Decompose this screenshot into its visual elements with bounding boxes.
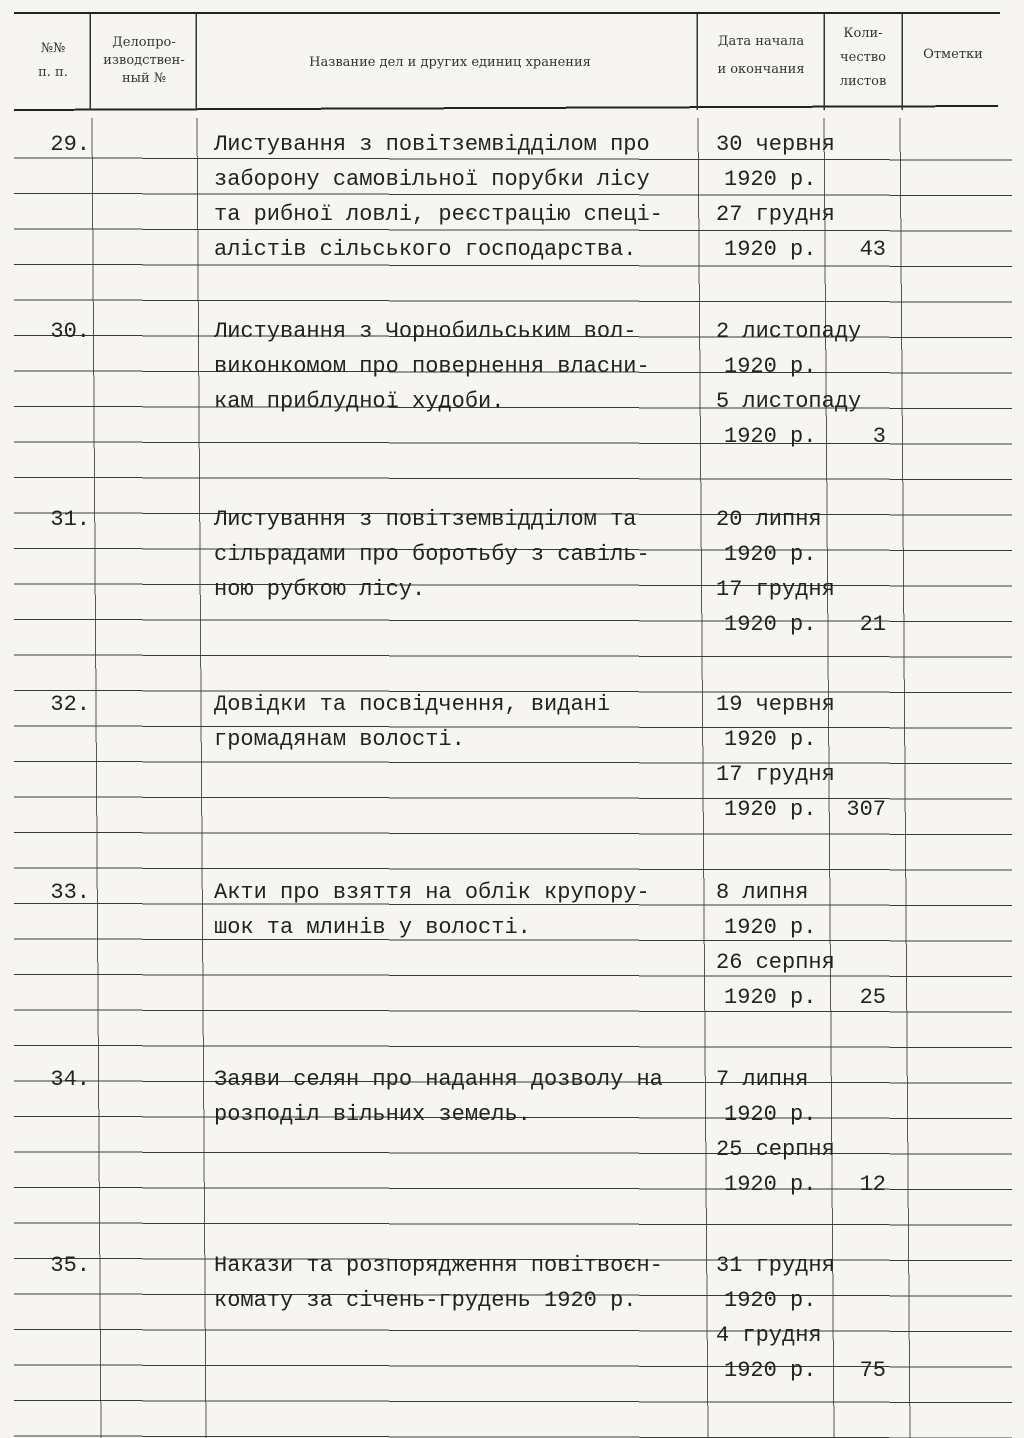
header-office-line3: ный № — [121, 71, 167, 86]
row-sheet-count: 43 — [859, 237, 886, 262]
ruled-line — [14, 1046, 1012, 1048]
row-date-line: 25 серпня — [716, 1137, 835, 1162]
header-dates-line2: и окончания — [717, 62, 805, 77]
header-sheets-line1: Коли- — [843, 26, 883, 41]
row-date-line: 1920 р. — [724, 1172, 817, 1197]
ruled-line — [14, 655, 1012, 657]
row-date-line: 1920 р. — [724, 612, 817, 637]
header-number-cell — [20, 40, 86, 82]
row-number: 35. — [50, 1253, 90, 1278]
row-date-line: 1920 р. — [724, 1358, 817, 1383]
ruled-line — [14, 407, 1012, 409]
row-number: 31. — [50, 507, 90, 532]
ruled-line — [14, 833, 1012, 835]
ruled-line — [14, 1401, 1012, 1403]
row-date-line: 7 липня — [716, 1067, 809, 1092]
row-title-line: громадянам волості. — [214, 727, 465, 752]
header-number-symbol: №№ — [40, 41, 66, 56]
row-title-line: Накази та розпорядження повітвоєн- — [214, 1253, 663, 1278]
header-office-cell — [94, 34, 194, 88]
header-sheets-line3: листов — [839, 74, 887, 89]
ruled-line — [14, 478, 1012, 480]
row-date-line: 1920 р. — [724, 354, 817, 379]
row-date-line: 26 серпня — [716, 950, 835, 975]
row-date-line: 4 грудня — [716, 1323, 822, 1348]
header-sheets-cell — [826, 25, 900, 91]
row-sheet-count: 25 — [859, 985, 886, 1010]
header-sheets-line2: чество — [840, 50, 886, 65]
row-number: 32. — [50, 692, 90, 717]
row-title-line: Акти про взяття на облік крупору- — [214, 880, 650, 905]
row-title-line: Листування з повітземвідділом про — [214, 132, 650, 157]
row-date-line: 5 листопаду — [716, 389, 862, 414]
row-date-line: 2 листопаду — [716, 319, 862, 344]
row-date-line: 1920 р. — [724, 797, 817, 822]
row-date-line: 1920 р. — [724, 1102, 817, 1127]
header-office-line2: изводствен- — [103, 53, 185, 68]
row-title-line: заборону самовільної порубки лісу — [214, 167, 650, 192]
header-title-cell: Название дел и других единиц хранения — [309, 55, 591, 70]
row-date-line: 1920 р. — [724, 985, 817, 1010]
row-number: 34. — [50, 1067, 90, 1092]
row-title-line: та рибної ловлі, реєстрацію спеці- — [214, 202, 663, 227]
header-dates-cell — [700, 33, 822, 79]
row-date-line: 19 червня — [716, 692, 835, 717]
row-title-line: розподіл вільних земель. — [214, 1102, 531, 1127]
row-number: 29. — [50, 132, 90, 157]
header-notes-cell: Отметки — [923, 47, 983, 62]
ruled-line — [14, 975, 1012, 977]
ruled-line — [14, 1152, 1012, 1154]
row-date-line: 1920 р. — [724, 237, 817, 262]
ruled-line — [14, 300, 1012, 302]
row-date-line: 30 червня — [716, 132, 835, 157]
ruled-line — [14, 726, 1012, 728]
row-date-line: 1920 р. — [724, 542, 817, 567]
row-date-line: 17 грудня — [716, 762, 835, 787]
row-title-line: ною рубкою лісу. — [214, 577, 426, 602]
row-title-line: алістів сільського господарства. — [214, 237, 637, 262]
row-date-line: 1920 р. — [724, 424, 817, 449]
ruled-line — [14, 1330, 1012, 1332]
header-dates-line1: Дата начала — [717, 34, 805, 49]
row-sheet-count: 75 — [859, 1358, 886, 1383]
row-date-line: 1920 р. — [724, 1288, 817, 1313]
ruled-line — [14, 762, 1012, 764]
row-title-line: кам приблудної худоби. — [214, 389, 505, 414]
row-sheet-count: 12 — [859, 1172, 886, 1197]
row-sheet-count: 3 — [872, 424, 886, 449]
row-date-line: 1920 р. — [724, 167, 817, 192]
row-title-line: сільрадами про боротьбу з савіль- — [214, 542, 650, 567]
row-sheet-count: 21 — [859, 612, 886, 637]
row-sheet-count: 307 — [846, 797, 886, 822]
row-title-line: Заяви селян про надання дозволу на — [214, 1067, 663, 1092]
row-date-line: 27 грудня — [716, 202, 835, 227]
row-title-line: шок та млинів у волості. — [214, 915, 531, 940]
row-date-line: 20 липня — [716, 507, 822, 532]
ruled-line — [14, 868, 1012, 870]
ruled-line — [14, 442, 1012, 444]
row-date-line: 17 грудня — [716, 577, 835, 602]
row-number: 30. — [50, 319, 90, 344]
row-number: 33. — [50, 880, 90, 905]
header-office-line1: Делопро- — [112, 35, 176, 50]
row-date-line: 8 липня — [716, 880, 809, 905]
row-title-line: Довідки та посвідчення, видані — [214, 692, 611, 717]
ruled-line — [14, 584, 1012, 586]
row-date-line: 1920 р. — [724, 727, 817, 752]
row-date-line: 1920 р. — [724, 915, 817, 940]
row-title-line: комату за січень-грудень 1920 р. — [214, 1288, 637, 1313]
header-number-abbr: п. п. — [38, 65, 68, 80]
row-date-line: 31 грудня — [716, 1253, 835, 1278]
ruled-line — [14, 1223, 1012, 1225]
row-title-line: виконкомом про повернення власни- — [214, 354, 650, 379]
ruled-line — [14, 1010, 1012, 1012]
row-title-line: Листування з повітземвідділом та — [214, 507, 637, 532]
row-title-line: Листування з Чорнобильським вол- — [214, 319, 637, 344]
